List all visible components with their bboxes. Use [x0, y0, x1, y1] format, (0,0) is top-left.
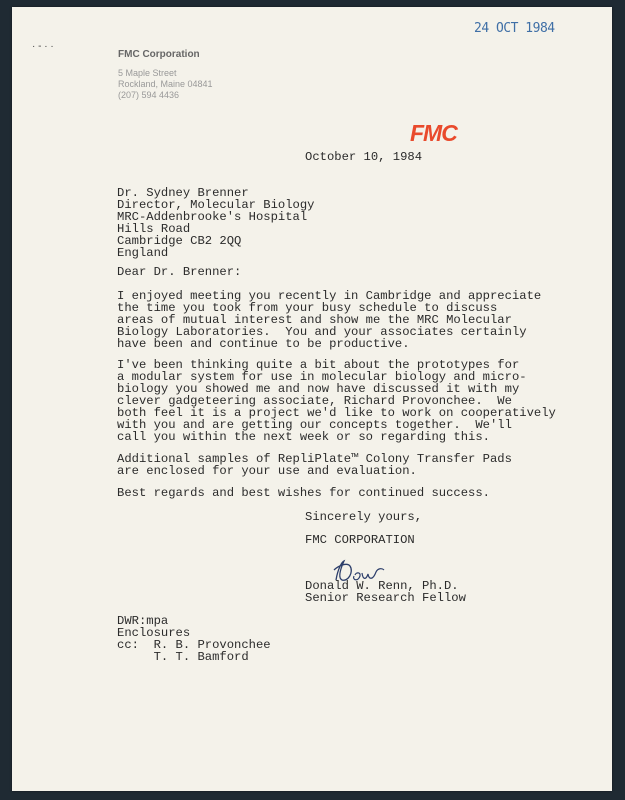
body-paragraph-1: I enjoyed meeting you recently in Cambridge and appreciate the time you took from your busy schedule to discuss areas of mutual interest and show me the MRC Molecular Biology Laboratories. You and your associates certainly have been and continue to be productive. [117, 289, 542, 351]
corner-marks: · ‐ · · [32, 41, 54, 52]
recipient-address: Dr. Sydney Brenner Director, Molecular Biology MRC-Addenbrooke's Hospital Hills Road Cambridge CB2 2QQ England [117, 186, 315, 260]
signer-block: Donald W. Renn, Ph.D. Senior Research Fellow [305, 579, 466, 605]
footer-notations: DWR:mpa Enclosures cc: R. B. Provonchee T. T. Bamford [117, 614, 271, 664]
body-paragraph-4: Best regards and best wishes for continued success. [117, 486, 490, 500]
closing: Sincerely yours, [305, 510, 423, 524]
salutation: Dear Dr. Brenner: [117, 265, 242, 279]
fmc-logo: FMC [410, 120, 457, 146]
letterhead-address: 5 Maple Street Rockland, Maine 04841 (207) 594 4436 [118, 68, 213, 100]
received-date-stamp: 24 OCT 1984 [474, 21, 555, 36]
letterhead-company: FMC Corporation [118, 49, 200, 60]
body-paragraph-3: Additional samples of RepliPlate™ Colony Transfer Pads are enclosed for your use and evaluation. [117, 452, 512, 478]
closing-company: FMC CORPORATION [305, 533, 415, 547]
body-paragraph-2: I've been thinking quite a bit about the prototypes for a modular system for use in molecular biology and micro- biology you showed me and now have discussed it with my clever gadgeteering associate, Richard Provonchee. We both feel it is a project we'd like to work on cooperatively with you and are getting our concepts together. We'll call you within the next week or so regarding this. [117, 358, 556, 444]
letter-date: October 10, 1984 [305, 150, 423, 164]
letter-page [12, 7, 612, 791]
